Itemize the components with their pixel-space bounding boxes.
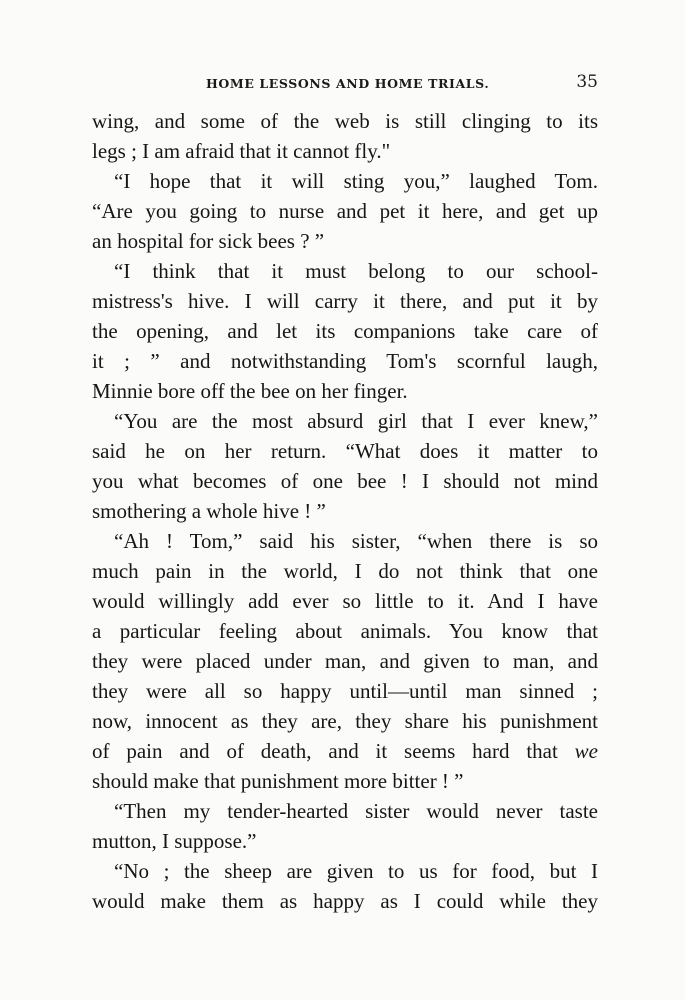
text-line: “I hope that it will sting you,” laughed Tom. (114, 169, 598, 193)
text-line-segment: of pain and of death, and it seems hard that (92, 739, 558, 763)
text-line: an hospital for sick bees ? ” (92, 229, 325, 253)
text-line: would make them as happy as I could while they (92, 889, 598, 913)
text-line: mutton, I suppose.” (92, 829, 257, 853)
text-line: “No ; the sheep are given to us for food, but I (114, 859, 598, 883)
text-line-with-emphasis (92, 736, 598, 766)
text-line: Minnie bore off the bee on her finger. (92, 379, 408, 403)
text-line: should make that punishment more bitter ! ” (92, 769, 464, 793)
text-line: much pain in the world, I do not think that one (92, 559, 598, 583)
text-line: it ; ” and notwithstanding Tom's scornful laugh, (92, 349, 598, 373)
page-header (92, 70, 598, 94)
text-line: you what becomes of one bee ! I should not mind (92, 469, 598, 493)
text-line: wing, and some of the web is still clinging to its (92, 109, 598, 133)
text-line: smothering a whole hive ! ” (92, 499, 326, 523)
text-line: the opening, and let its companions take care of (92, 319, 598, 343)
text-line: “I think that it must belong to our school- (114, 259, 598, 283)
text-line: would willingly add ever so little to it. And I have (92, 589, 598, 613)
text-line: legs ; I am afraid that it cannot fly." (92, 139, 391, 163)
text-line: “Then my tender-hearted sister would never taste (114, 799, 598, 823)
text-line: they were placed under man, and given to man, and (92, 649, 598, 673)
text-line: “Are you going to nurse and pet it here, and get up (92, 199, 598, 223)
running-head: HOME LESSONS AND HOME TRIALS. (206, 76, 490, 91)
text-line: a particular feeling about animals. You know that (92, 619, 598, 643)
text-line: “Ah ! Tom,” said his sister, “when there is so (114, 529, 598, 553)
text-line: said he on her return. “What does it matter to (92, 439, 598, 463)
text-line: “You are the most absurd girl that I ever knew,” (114, 409, 598, 433)
text-line: mistress's hive. I will carry it there, and put it by (92, 289, 598, 313)
emphasized-word: we (574, 739, 598, 763)
body-text (92, 106, 598, 916)
text-line: they were all so happy until—until man sinned ; (92, 679, 598, 703)
page-number: 35 (576, 72, 598, 92)
text-line: now, innocent as they are, they share his punishment (92, 709, 598, 733)
